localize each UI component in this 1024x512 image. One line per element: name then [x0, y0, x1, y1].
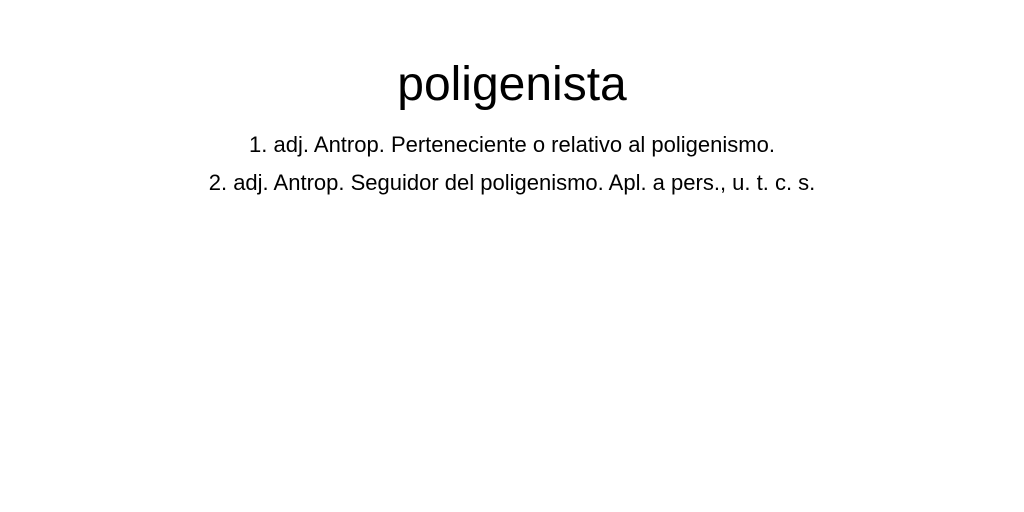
definition-list	[0, 126, 1024, 202]
definition-item	[0, 164, 1024, 202]
headword: poligenista	[397, 58, 627, 111]
dictionary-entry	[0, 56, 1024, 202]
definition-text: adj. Antrop. Perteneciente o relativo al poligenismo.	[273, 132, 775, 157]
definition-number: 2.	[208, 170, 228, 195]
definition-number: 1.	[249, 132, 268, 157]
definition-text: adj. Antrop. Seguidor del poligenismo. Apl. a pers., u. t. c. s.	[233, 170, 816, 195]
definition-item	[0, 126, 1024, 164]
